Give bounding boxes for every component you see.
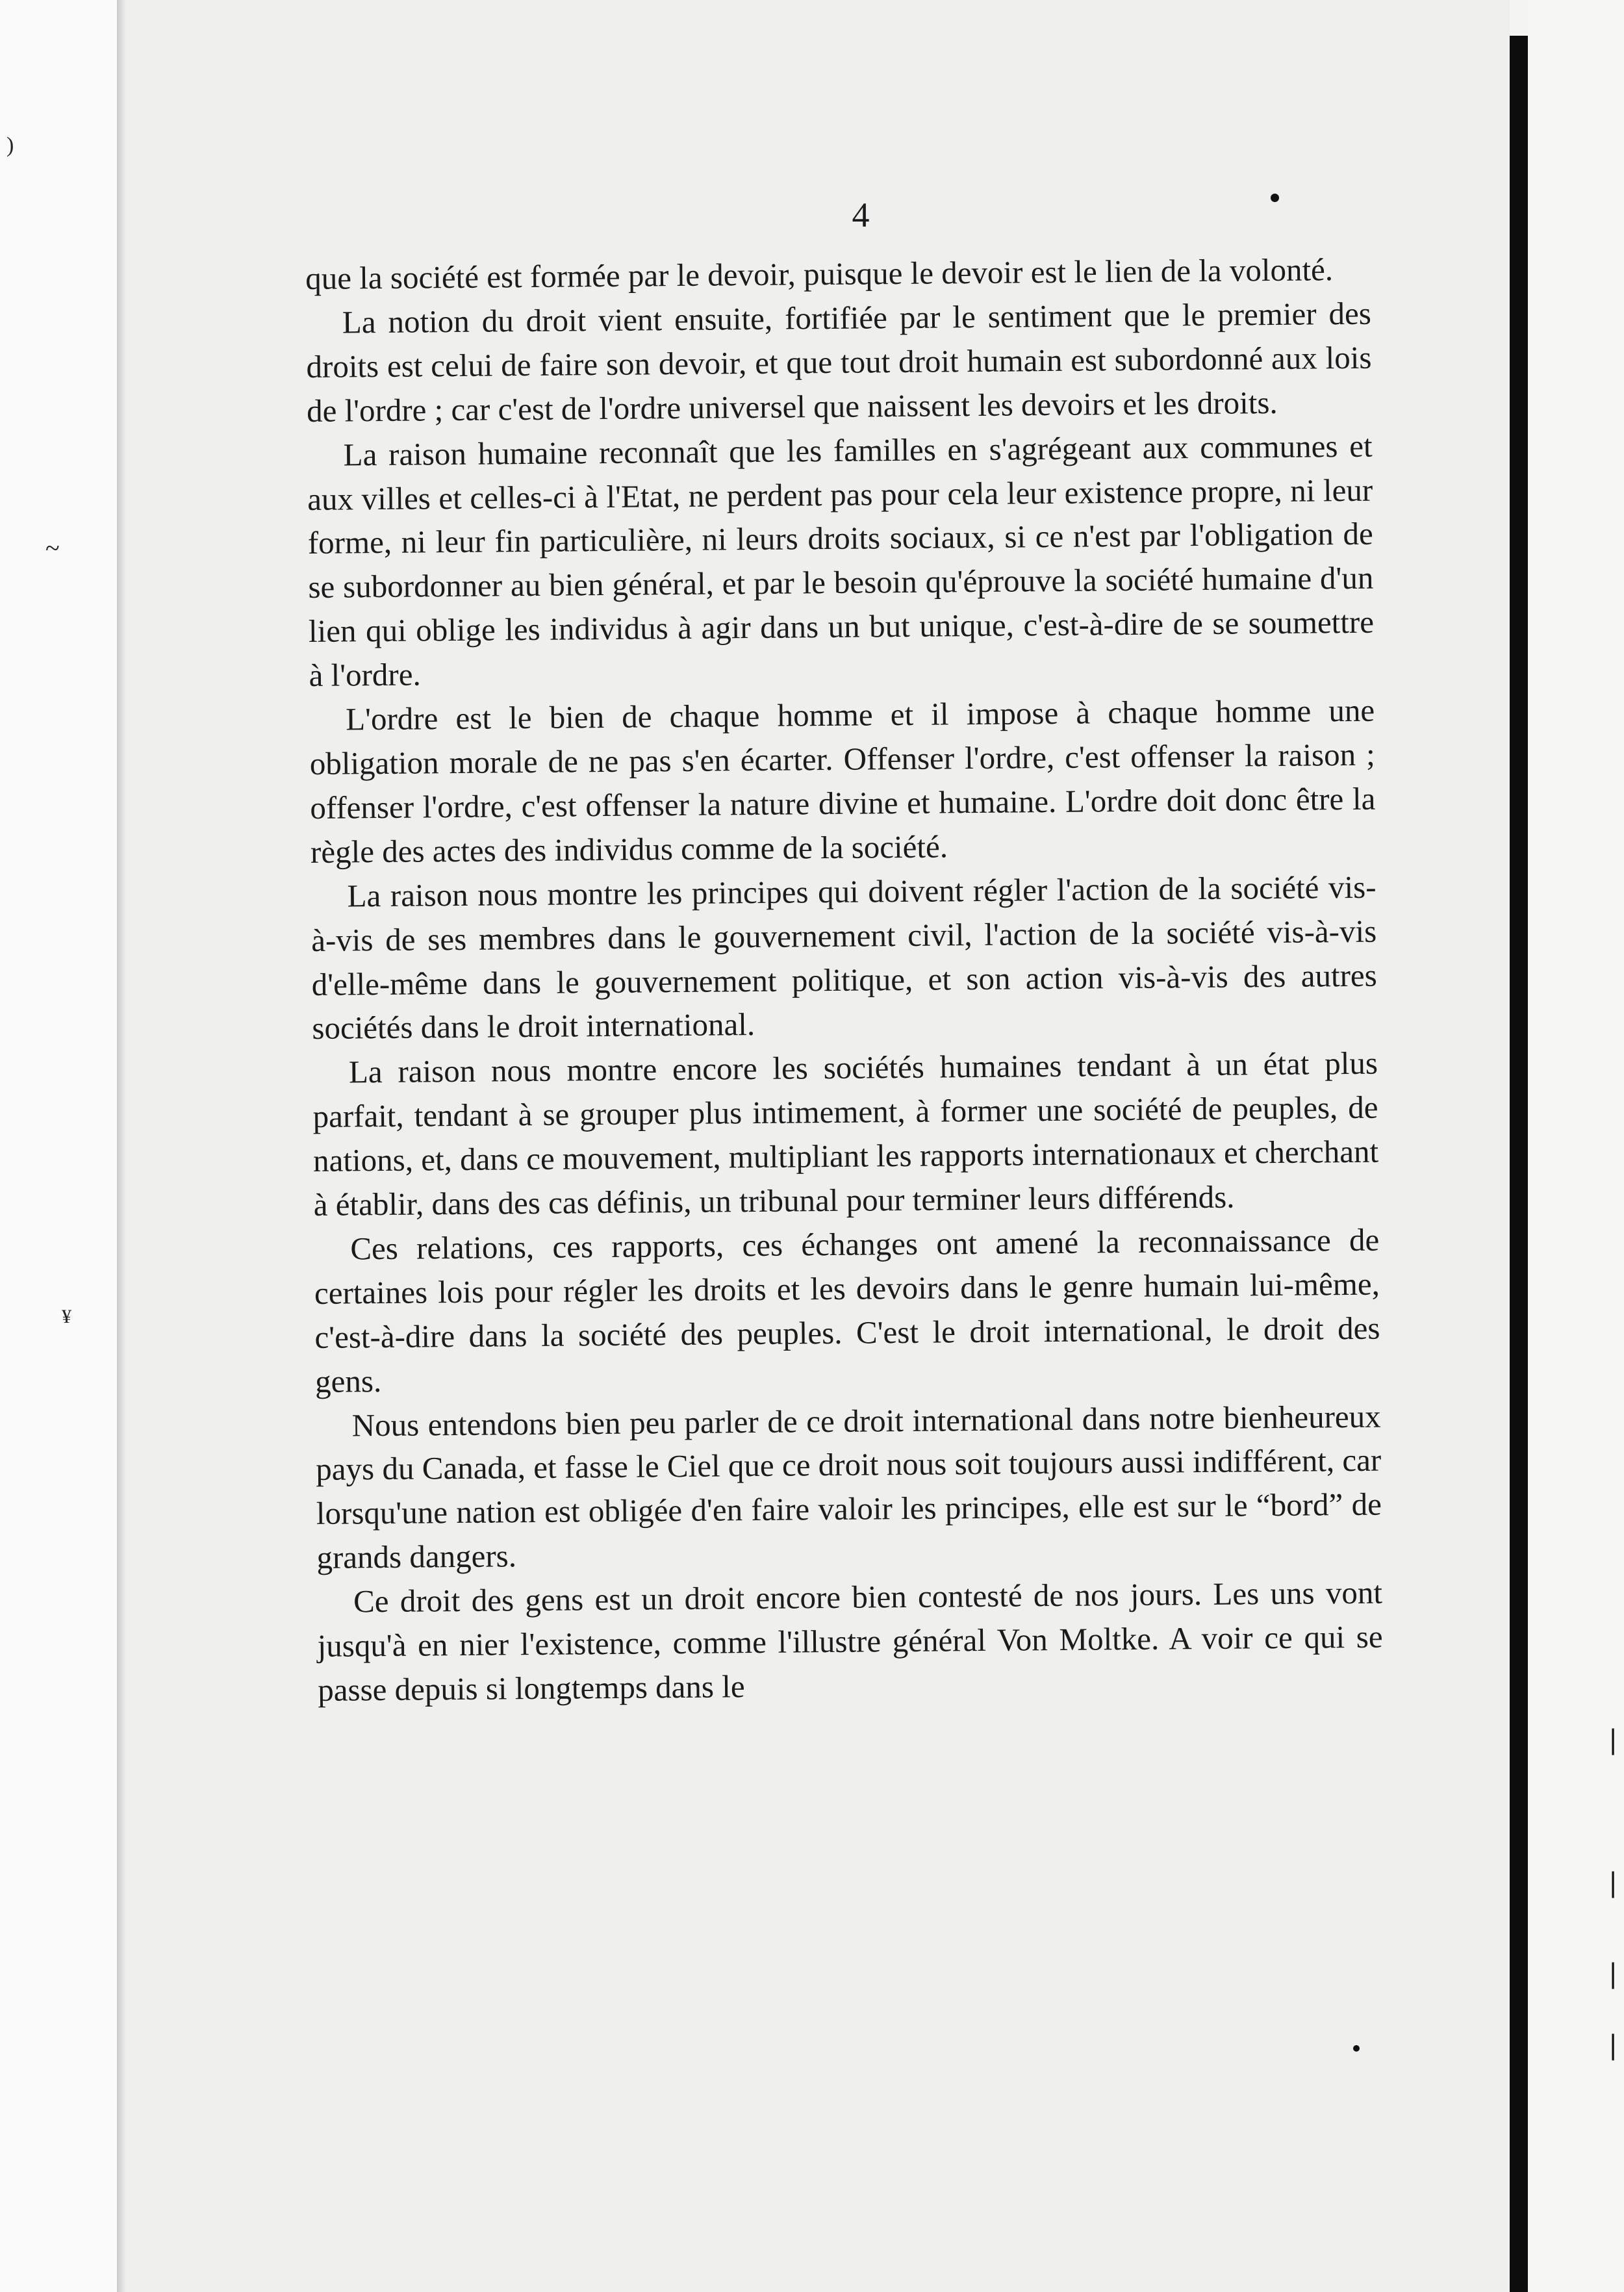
paragraph: La raison humaine reconnaît que les familles en s'agrégeant aux communes et aux villes et celles-ci à l'Etat, ne perdent pas pour cela leur existence propre, ni leur forme, ni leur fin particulière, ni leurs droits sociaux, si ce n'est par l'obligation de se subordonner au bien général, et par le besoin qu'éprouve la société humaine d'un lien qui oblige les individus à agir dans un but unique, c'est-à-dire de se soumettre à l'ordre.	[307, 427, 1375, 694]
paragraph: Ce droit des gens est un droit encore bien contesté de nos jours. Les uns vont jusqu'à en nier l'existence, comme l'illustre général Von Moltke. A voir ce qui se passe depuis si longtemps dans le	[317, 1574, 1383, 1708]
page-number: 4	[852, 196, 870, 235]
page-edge-shadow	[117, 0, 126, 2292]
paragraph: L'ordre est le bien de chaque homme et il impose à chaque homme une obligation morale de ne pas s'en écarter. Offenser l'ordre, c'est offenser la raison ; offenser l'ordre, c'est offenser la nature divine et humaine. L'ordre doit donc être la règle des actes des individus comme de la société.	[309, 692, 1376, 870]
adjacent-page-fragment: |	[1610, 1865, 1617, 1898]
left-margin-strip	[0, 0, 120, 2292]
ink-dot	[1353, 2045, 1360, 2052]
paragraph: La raison nous montre encore les sociétés humaines tendant à un état plus parfait, tendant à se grouper plus intimement, à former une société de peuples, de nations, et, dans ce mouvement, multipliant les rapports internationaux et cherchant à établir, dans des cas définis, un tribunal pour terminer leurs différends.	[312, 1045, 1379, 1223]
margin-mark: ¥	[62, 1306, 71, 1327]
margin-mark: ~	[45, 533, 60, 563]
adjacent-page-fragment: |	[1610, 1956, 1617, 1989]
gutter-bar	[1510, 36, 1528, 2292]
paragraph: La raison nous montre les principes qui doivent régler l'action de la société vis-à-vis de ses membres dans le gouvernement civil, l'action de la société vis-à-vis d'elle-même dans le gouvernement politique, et son action vis-à-vis des autres sociétés dans le droit international.	[311, 869, 1377, 1047]
paragraph: que la société est formée par le devoir, puisque le devoir est le lien de la volonté.	[305, 251, 1334, 296]
body-text	[305, 248, 1383, 1713]
adjacent-page-strip	[1528, 0, 1624, 2292]
ink-dot	[1271, 194, 1279, 202]
paragraph: Ces relations, ces rapports, ces échanges ont amené la reconnaissance de certaines lois pour régler les droits et les devoirs dans le genre humain lui-même, c'est-à-dire dans la société des peuples. C'est le droit international, le droit des gens.	[314, 1221, 1380, 1399]
margin-mark: )	[6, 133, 14, 157]
adjacent-page-fragment: |	[1610, 2028, 1617, 2061]
paragraph: Nous entendons bien peu parler de ce droit international dans notre bienheureux pays du Canada, et fasse le Ciel que ce droit nous soit toujours aussi indifférent, car lorsqu'une nation est obligée d'en faire valoir les principes, elle est sur le “bord” de grands dangers.	[316, 1398, 1382, 1576]
paragraph: La notion du droit vient ensuite, fortifiée par le sentiment que le premier des droits est celui de faire son devoir, et que tout droit humain est subordonné aux lois de l'ordre ; car c'est de l'ordre universel que naissent les devoirs et les droits.	[306, 295, 1372, 429]
adjacent-page-fragment: |	[1610, 1722, 1617, 1755]
